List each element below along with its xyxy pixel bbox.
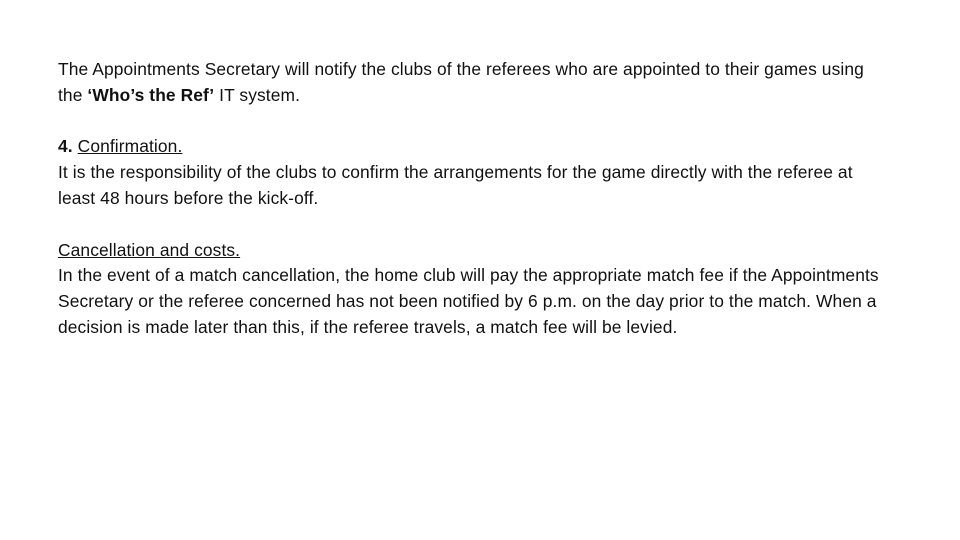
system-name: ‘Who’s the Ref’ (87, 84, 215, 105)
confirmation-number: 4. (58, 136, 73, 157)
spacer (58, 212, 888, 238)
spacer (58, 109, 888, 135)
slide-content (58, 57, 888, 341)
intro-paragraph (58, 57, 888, 109)
cancellation-heading: Cancellation and costs. (58, 239, 241, 260)
intro-text-after: IT system. (214, 84, 301, 105)
confirmation-heading: Confirmation. (77, 136, 183, 157)
confirmation-heading-line (58, 134, 888, 160)
cancellation-heading-line (58, 238, 888, 264)
intro-text-before: The Appointments Secretary will notify the clubs of the referees who are appointed to their games using the (58, 59, 864, 105)
cancellation-body: In the event of a match cancellation, the home club will pay the appropriate match fee if the Appointments Secretary or the referee concerned has not been notified by 6 p.m. on the day prior to the match. When a decision is made later than this, if the referee travels, a match fee will be levied. (58, 265, 879, 337)
confirmation-body: It is the responsibility of the clubs to confirm the arrangements for the game directly with the referee at least 48 hours before the kick-off. (58, 162, 853, 208)
